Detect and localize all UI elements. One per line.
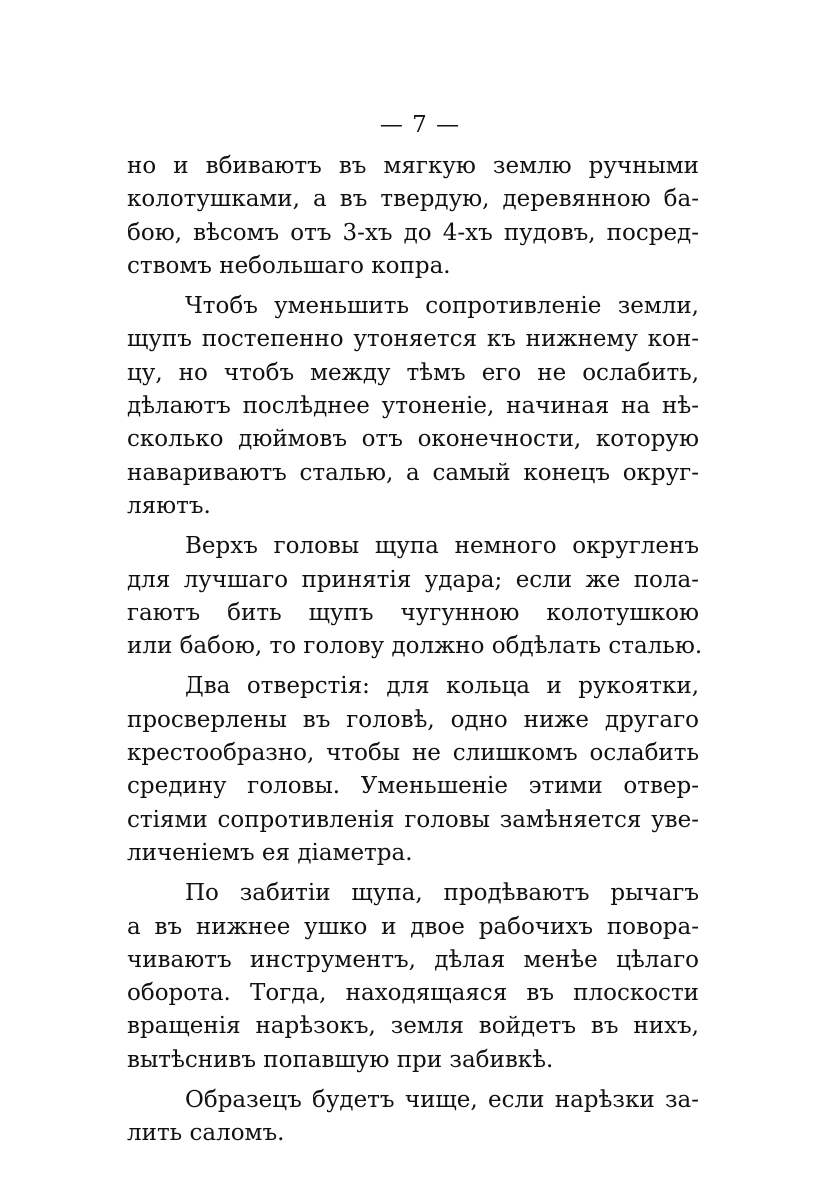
text-line: для лучшаго принятія удара; если же пола- bbox=[127, 566, 699, 593]
text-line: вращенія нарѣзокъ, земля войдетъ въ нихъ, bbox=[127, 1013, 699, 1040]
text-line: личеніемъ ея діаметра. bbox=[127, 839, 413, 866]
text-line: навариваютъ сталью, а самый конецъ округ- bbox=[127, 459, 699, 486]
text-line: или бабою, то голову должно обдѣлать сталью. bbox=[127, 633, 703, 660]
text-line: лить саломъ. bbox=[127, 1120, 285, 1147]
paragraph bbox=[127, 150, 699, 283]
text-line: средину головы. Уменьшеніе этими отвер- bbox=[127, 773, 699, 800]
text-line: ляютъ. bbox=[127, 492, 211, 519]
text-line: гаютъ бить щупъ чугунною колотушкою bbox=[127, 599, 699, 626]
text-line: щупъ постепенно утоняется къ нижнему кон- bbox=[127, 326, 699, 353]
text-line: бою, вѣсомъ отъ 3-хъ до 4-хъ пудовъ, посред- bbox=[127, 219, 699, 246]
text-line: Два отверстія: для кольца и рукоятки, bbox=[185, 673, 699, 700]
text-line: просверлены въ головѣ, одно ниже другаго bbox=[127, 706, 699, 733]
text-line: Чтобъ уменьшить сопротивленіе земли, bbox=[185, 293, 699, 320]
paragraph bbox=[127, 877, 699, 1077]
text-line: чиваютъ инструментъ, дѣлая менѣе цѣлаго bbox=[127, 946, 699, 973]
text-line: крестообразно, чтобы не слишкомъ ослабить bbox=[127, 740, 699, 767]
paragraph bbox=[127, 290, 699, 523]
body-text bbox=[127, 150, 703, 1151]
text-line: По забитіи щупа, продѣваютъ рычагъ bbox=[185, 880, 699, 907]
paragraph bbox=[127, 670, 699, 870]
text-line: Образецъ будетъ чище, если нарѣзки за- bbox=[185, 1087, 699, 1114]
text-line: сколько дюймовъ отъ оконечности, которую bbox=[127, 426, 699, 453]
text-line: ствомъ небольшаго копра. bbox=[127, 252, 451, 279]
paragraph bbox=[127, 530, 703, 663]
text-line: колотушками, а въ твердую, деревянною ба- bbox=[127, 186, 699, 213]
text-line: стіями сопротивленія головы замѣняется уве- bbox=[127, 806, 699, 833]
text-line: дѣлаютъ послѣднее утоненіе, начиная на нѣ- bbox=[127, 393, 699, 420]
paragraph bbox=[127, 1084, 699, 1151]
text-line: цу, но чтобъ между тѣмъ его не ослабить, bbox=[127, 359, 699, 386]
text-line: Верхъ головы щупа немного округленъ bbox=[185, 533, 699, 560]
text-line: оборота. Тогда, находящаяся въ плоскости bbox=[127, 980, 699, 1007]
text-line: вытѣснивъ попавшую при забивкѣ. bbox=[127, 1046, 554, 1073]
text-line: но и вбиваютъ въ мягкую землю ручными bbox=[127, 153, 699, 179]
page-number: — 7 — bbox=[379, 112, 461, 138]
text-line: a въ нижнее ушко и двое рабочихъ повора- bbox=[127, 913, 699, 940]
